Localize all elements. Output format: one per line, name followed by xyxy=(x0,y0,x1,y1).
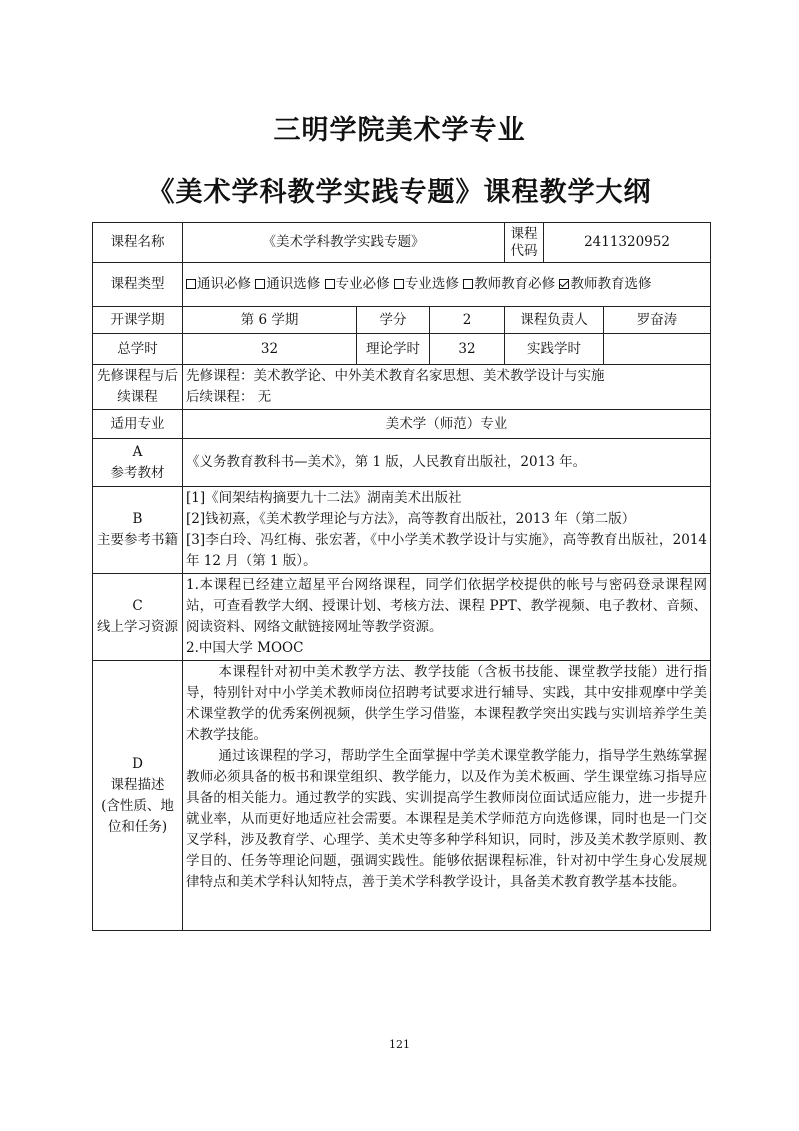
course-owner-value: 罗奋涛 xyxy=(604,307,711,334)
description-paragraph: 通过该课程的学习，帮助学生全面掌握中学美术课堂教学能力，指导学生熟练掌握教师必须具备的板书和课堂组织、教学能力，以及作为美术板画、学生课堂练习指导应具备的相关能力。通过教学的实践、实训提高学生教师岗位面试适应能力，进一步提升就业率，从而更好地适应社会需要。本课程是美术学师范方向选修课，同时也是一门交叉学科，涉及教育学、心理学、美术史等多种学科知识，同时，涉及美术教学原则、教学目的、任务等理论问题，强调实践性。能够依据课程标准，针对初中学生身心发展规律特点和美术学科认知特点，善于美术学科教学设计，具备美术教育教学基本技能。 xyxy=(186,748,708,890)
course-description-value xyxy=(183,661,711,931)
page-number: 121 xyxy=(389,1038,410,1051)
syllabus-table xyxy=(92,222,711,931)
row-semester xyxy=(93,307,711,334)
theory-hours-value: 32 xyxy=(430,334,505,365)
row-main-references xyxy=(93,487,711,574)
online-resources-mooc: 2.中国大学 MOOC xyxy=(186,640,304,656)
credit-value: 2 xyxy=(430,307,505,334)
course-type-option[interactable]: 通识选修 xyxy=(255,276,320,292)
checkbox-icon xyxy=(186,279,196,289)
reference-item: [3]李白玲、冯红梅、张宏著，《中小学美术教学设计与实施》，高等教育出版社，2014 年 12 月（第 1 版）。 xyxy=(186,532,708,569)
row-course-description xyxy=(93,661,711,931)
checkbox-icon xyxy=(463,279,473,289)
practice-hours-value xyxy=(604,334,711,365)
major-label: 适用专业 xyxy=(93,410,183,439)
checkbox-icon xyxy=(394,279,404,289)
reference-item: [2]钱初熹，《美术教学理论与方法》，高等教育出版社，2013 年（第二版） xyxy=(186,511,636,527)
course-name-value: 《美术学科教学实践专题》 xyxy=(183,223,505,263)
row-reference-textbook xyxy=(93,439,711,487)
course-owner-label: 课程负责人 xyxy=(505,307,604,334)
description-paragraph: 本课程针对初中美术教学方法、教学技能（含板书技能、课堂教学技能）进行指导，特别针对中小学美术教师岗位招聘考试要求进行辅导、实践，其中安排观摩中学美术课堂教学的优秀案例视频，供学生学习借鉴，本课程教学突出实践与实训培养学生美术教学技能。 xyxy=(186,664,708,743)
checked-checkbox-icon xyxy=(559,279,569,289)
online-resources-text: 1.本课程已经建立超星平台网络课程，同学们依据学校提供的帐号与密码登录课程网站，可查看教学大纲、授课计划、考核方法、课程 PPT、教学视频、电子教材、音频、阅读资料、网络文献链接网址等教学资源。 xyxy=(186,577,708,635)
main-references-label: B 主要参考书籍 xyxy=(93,487,183,574)
total-hours-value: 32 xyxy=(183,334,357,365)
row-prerequisites xyxy=(93,365,711,410)
reference-item: [1]《间架结构摘要九十二法》湖南美术出版社 xyxy=(186,490,462,506)
semester-value: 第 6 学期 xyxy=(183,307,357,334)
total-hours-label: 总学时 xyxy=(93,334,183,365)
major-value: 美术学（师范）专业 xyxy=(183,410,711,439)
subsequent-courses: 后续课程： 无 xyxy=(186,389,272,405)
course-type-option-checked[interactable]: 教师教育选修 xyxy=(559,276,651,292)
online-resources-label: C 线上学习资源 xyxy=(93,574,183,661)
course-name-label: 课程名称 xyxy=(93,223,183,263)
main-references-list xyxy=(183,487,711,574)
course-code-value: 2411320952 xyxy=(544,223,711,263)
document-subtitle: 《美术学科教学实践专题》课程教学大纲 xyxy=(147,177,652,208)
semester-label: 开课学期 xyxy=(93,307,183,334)
course-type-option[interactable]: 专业必修 xyxy=(325,276,390,292)
prerequisites-label: 先修课程与后续课程 xyxy=(93,365,183,410)
course-code-label: 课程代码 xyxy=(505,223,544,263)
prerequisite-courses: 先修课程：美术教学论、中外美术教育名家思想、美术教学设计与实施 xyxy=(186,368,605,384)
course-type-option[interactable]: 通识必修 xyxy=(186,276,251,292)
row-hours xyxy=(93,334,711,365)
course-type-label: 课程类型 xyxy=(93,263,183,307)
prerequisites-value xyxy=(183,365,711,410)
row-course-type xyxy=(93,263,711,307)
credit-label: 学分 xyxy=(357,307,430,334)
reference-textbook-label: A 参考教材 xyxy=(93,439,183,487)
reference-textbook-value: 《义务教育教科书—美术》，第 1 版，人民教育出版社，2013 年。 xyxy=(183,439,711,487)
course-type-option[interactable]: 教师教育必修 xyxy=(463,276,555,292)
checkbox-icon xyxy=(325,279,335,289)
row-online-resources xyxy=(93,574,711,661)
online-resources-value xyxy=(183,574,711,661)
row-course-name xyxy=(93,223,711,263)
theory-hours-label: 理论学时 xyxy=(357,334,430,365)
course-description-label: D 课程描述 (含性质、地位和任务) xyxy=(93,661,183,931)
row-major xyxy=(93,410,711,439)
checkbox-icon xyxy=(255,279,265,289)
course-type-option[interactable]: 专业选修 xyxy=(394,276,459,292)
course-type-options xyxy=(183,263,711,307)
document-title: 三明学院美术学专业 xyxy=(273,115,526,146)
practice-hours-label: 实践学时 xyxy=(505,334,604,365)
